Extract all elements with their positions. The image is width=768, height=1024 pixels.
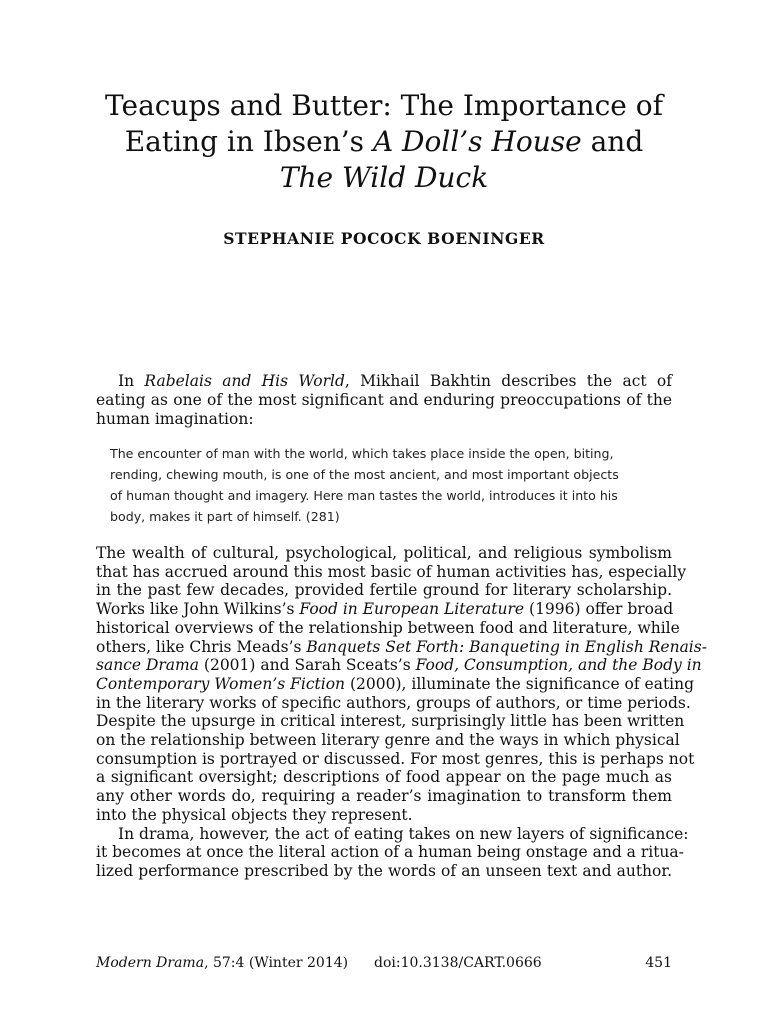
body-text (96, 544, 707, 881)
quote-line: The encounter of man with the world, which takes place inside the open, biting, (110, 446, 614, 461)
body-line: a significant oversight; descriptions of food appear on the page much as (96, 768, 672, 787)
article-title (96, 88, 672, 196)
body-line: consumption is portrayed or discussed. For most genres, this is perhaps not (96, 749, 695, 768)
cited-work: Banquets Set Forth: Banqueting in English Renais- (306, 637, 707, 656)
body-line: sance Drama (2001) and Sarah Sceats’s Food, Consumption, and the Body in (96, 656, 702, 675)
body-line: Despite the upsurge in critical interest, surprisingly little has been written (96, 712, 685, 731)
body-line: on the relationship between literary genre and the ways in which physical (96, 731, 680, 750)
cited-work: Food, Consumption, and the Body in (415, 656, 702, 675)
body-line: that has accrued around this most basic of human activities has, especially (96, 562, 687, 581)
title-play-a-dolls-house: A Doll’s House (372, 125, 582, 158)
intro-pre: In (118, 372, 145, 390)
page-number: 451 (645, 955, 672, 971)
cited-work: Contemporary Women’s Fiction (96, 674, 346, 693)
title-play-the-wild-duck: The Wild Duck (279, 161, 489, 194)
body-line: others, like Chris Meads’s Banquets Set Forth: Banqueting in English Renais- (96, 637, 707, 656)
quote-line: of human thought and imagery. Here man tastes the world, introduces it into his (110, 488, 618, 503)
quote-line: rending, chewing mouth, is one of the most ancient, and most important objects (110, 467, 619, 482)
title-line-1: Teacups and Butter: The Importance of (105, 89, 663, 122)
cited-work: sance Drama (96, 656, 199, 675)
journal-issue: , 57:4 (Winter 2014) (204, 955, 349, 971)
body-line: historical overviews of the relationship between food and literature, while (96, 618, 680, 637)
intro-paragraph (96, 372, 672, 429)
journal-name: Modern Drama (96, 955, 205, 971)
article-page (96, 0, 707, 1024)
intro-post: , Mikhail Bakhtin describes the act of eating as one of the most significant and enduring preoccupations of the human imagination: (96, 372, 672, 428)
body-line: into the physical objects they represent. (96, 805, 413, 824)
author-name: STEPHANIE POCOCK BOENINGER (223, 229, 545, 248)
intro-work-title: Rabelais and His World (144, 372, 345, 390)
title-line-2-end: and (581, 125, 644, 158)
body-line: in the literary works of specific authors, groups of authors, or time periods. (96, 693, 691, 712)
cited-work: Food in European Literature (299, 600, 525, 619)
body-line: Contemporary Women’s Fiction (2000), illuminate the significance of eating (96, 674, 695, 693)
body-line: it becomes at once the literal action of a human being onstage and a ritua- (96, 843, 684, 862)
body-line: The wealth of cultural, psychological, political, and religious symbolism (96, 544, 672, 562)
block-quote (110, 443, 664, 527)
title-line-2: Eating in Ibsen’s (124, 125, 373, 158)
body-line: Works like John Wilkins’s Food in European Literature (1996) offer broad (96, 600, 674, 619)
quote-line: body, makes it part of himself. (281) (110, 509, 340, 524)
body-line: In drama, however, the act of eating takes on new layers of significance: (118, 824, 689, 843)
footer-doi: doi:10.3138/CART.0666 (374, 955, 542, 971)
body-line: lized performance prescribed by the words of an unseen text and author. (96, 861, 672, 880)
footer-citation (96, 955, 348, 971)
body-line: in the past few decades, provided fertile ground for literary scholarship. (96, 581, 672, 600)
body-line: any other words do, requiring a reader’s imagination to transform them (96, 787, 672, 806)
